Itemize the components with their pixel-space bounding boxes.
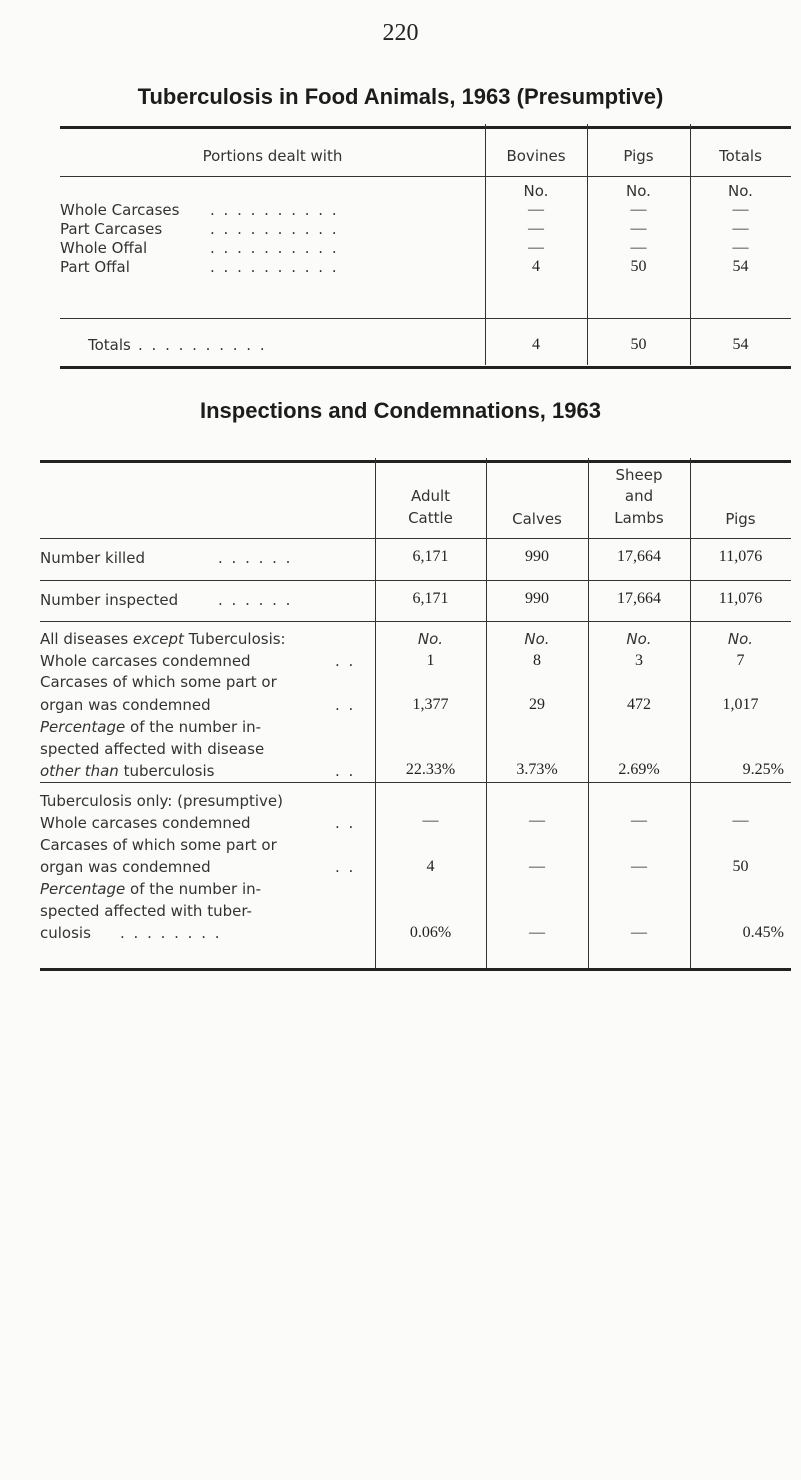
table2-bottom-rule bbox=[40, 968, 791, 971]
heading-emphasis: except bbox=[132, 630, 184, 648]
header-adult-cattle-line1: Adult bbox=[410, 487, 451, 505]
leader-dots: . . . . . . . . . . bbox=[210, 239, 339, 257]
table2-cell: 3.73% bbox=[516, 761, 558, 778]
table1-totals-rule bbox=[60, 318, 791, 319]
table2-unit: No. bbox=[417, 630, 444, 648]
table2-cell: 990 bbox=[525, 590, 549, 607]
table2-row-rule bbox=[40, 782, 791, 783]
table1-cell: — bbox=[732, 201, 749, 218]
table-row bbox=[40, 591, 293, 609]
header-calves: Calves bbox=[512, 510, 562, 528]
leader-dots: . . bbox=[335, 762, 356, 780]
row-label: Whole carcases condemned bbox=[40, 814, 251, 832]
table1-header-pigs: Pigs bbox=[623, 147, 654, 165]
table1-cell: — bbox=[528, 220, 544, 237]
table1-title: Tuberculosis in Food Animals, 1963 (Presumptive) bbox=[137, 84, 664, 109]
heading-part: All diseases bbox=[40, 630, 133, 648]
table2-cell: 29 bbox=[529, 696, 545, 713]
page-number: 220 bbox=[382, 20, 419, 46]
table1-cell: 4 bbox=[532, 258, 540, 275]
table2-title: Inspections and Condemnations, 1963 bbox=[200, 398, 601, 423]
table1-cell: 54 bbox=[732, 258, 749, 275]
table1-totals-row bbox=[88, 336, 267, 354]
table1-header-portions: Portions dealt with bbox=[202, 147, 343, 165]
table1-cell: — bbox=[528, 201, 544, 218]
table2-cell: 990 bbox=[525, 548, 549, 565]
label-emphasis: Percentage bbox=[40, 880, 126, 898]
table2-cell: 9.25% bbox=[742, 761, 784, 778]
table2-cell: — bbox=[732, 812, 749, 829]
table1-unit: No. bbox=[728, 182, 753, 200]
table2-cell: 0.06% bbox=[409, 924, 452, 941]
table1-cell: — bbox=[732, 239, 749, 256]
leader-dots: . . bbox=[335, 858, 356, 876]
leader-dots: . . . . . . . . bbox=[120, 924, 222, 942]
row-label: Number inspected bbox=[40, 591, 179, 609]
row-label: organ was condemned bbox=[40, 858, 211, 876]
table2-unit: No. bbox=[626, 630, 652, 648]
table2-cell: 0.45% bbox=[742, 924, 784, 941]
row-label: Part Carcases bbox=[60, 220, 163, 238]
table1-unit: No. bbox=[523, 182, 549, 200]
row-label: Whole Offal bbox=[60, 239, 148, 257]
table1-cell: 50 bbox=[630, 258, 647, 275]
row-label: Part Offal bbox=[60, 258, 130, 276]
leader-dots: . . bbox=[335, 814, 356, 832]
table2-cell: — bbox=[631, 858, 647, 875]
label-emphasis: Percentage bbox=[40, 718, 126, 736]
table2-row-rule bbox=[40, 621, 791, 622]
section-heading-all-diseases bbox=[40, 630, 286, 648]
table-row bbox=[40, 696, 356, 714]
table-row bbox=[40, 814, 356, 832]
label-part: of the number in- bbox=[125, 718, 262, 736]
table2-cell: 1 bbox=[426, 652, 435, 669]
table2-cell: 6,171 bbox=[412, 548, 449, 565]
table2-cell: 3 bbox=[635, 652, 643, 669]
leader-dots: . . bbox=[335, 696, 356, 714]
table2-cell: 50 bbox=[732, 858, 749, 875]
table1-bottom-rule bbox=[60, 366, 791, 369]
table2-cell: 7 bbox=[736, 652, 745, 669]
table2-unit: No. bbox=[727, 630, 754, 648]
table2-cell: 1,377 bbox=[412, 696, 449, 713]
row-label: spected affected with tuber- bbox=[40, 902, 252, 920]
table-row bbox=[60, 220, 339, 238]
table-row bbox=[40, 652, 356, 670]
table2-cell: — bbox=[529, 812, 545, 829]
table1-unit: No. bbox=[626, 182, 651, 200]
leader-dots: . . bbox=[335, 652, 356, 670]
header-sheep-line2: and bbox=[624, 487, 654, 505]
table1-cell: — bbox=[630, 220, 647, 237]
row-label: organ was condemned bbox=[40, 696, 211, 714]
table2-cell: — bbox=[631, 924, 647, 941]
table1-cell: — bbox=[630, 239, 647, 256]
header-sheep-line1: Sheep bbox=[615, 466, 663, 484]
header-adult-cattle-line2: Cattle bbox=[408, 509, 453, 527]
table-row bbox=[60, 201, 339, 219]
label-emphasis: other than bbox=[40, 762, 119, 780]
table-row bbox=[40, 924, 222, 942]
table2-cell: 11,076 bbox=[718, 590, 763, 607]
table2-cell: 8 bbox=[533, 652, 541, 669]
table2-cell: 17,664 bbox=[617, 590, 661, 607]
table1-total-cell: 4 bbox=[532, 336, 540, 353]
table1-header-totals: Totals bbox=[719, 147, 762, 165]
header-pigs: Pigs bbox=[725, 510, 756, 528]
table2-cell: — bbox=[631, 812, 647, 829]
table2-cell: 22.33% bbox=[405, 761, 456, 778]
table1-header-rule bbox=[60, 176, 791, 177]
table2-cell: — bbox=[422, 812, 439, 829]
table1-cell: — bbox=[630, 201, 647, 218]
table1-total-cell: 54 bbox=[732, 336, 749, 353]
leader-dots: . . . . . . . . . . bbox=[210, 201, 339, 219]
table-row bbox=[40, 858, 356, 876]
table2-cell: 4 bbox=[426, 858, 435, 875]
table2-cell: 2.69% bbox=[618, 761, 660, 778]
table2-cell: 6,171 bbox=[412, 590, 449, 607]
table2-row-rule bbox=[40, 580, 791, 581]
leader-dots: . . . . . . . . . . bbox=[210, 258, 339, 276]
header-sheep-line3: Lambs bbox=[614, 509, 664, 527]
table2-cell: — bbox=[529, 924, 545, 941]
table1-total-cell: 50 bbox=[630, 336, 647, 353]
section-heading-tb-only: Tuberculosis only: (presumptive) bbox=[40, 792, 284, 810]
row-label bbox=[40, 880, 261, 898]
table2-cell: 11,076 bbox=[718, 548, 763, 565]
table2-cell: 472 bbox=[627, 696, 651, 713]
table1-cell: — bbox=[528, 239, 544, 256]
table-row bbox=[60, 258, 339, 276]
table2-cell: 1,017 bbox=[722, 696, 759, 713]
table2-top-rule bbox=[40, 460, 791, 463]
row-label: Number killed bbox=[40, 549, 145, 567]
table2-unit: No. bbox=[524, 630, 550, 648]
leader-dots: . . . . . . . . . . bbox=[138, 336, 267, 354]
row-label: Whole carcases condemned bbox=[40, 652, 251, 670]
table1-top-rule bbox=[60, 126, 791, 129]
heading-part: Tuberculosis: bbox=[183, 630, 286, 648]
row-label: Whole Carcases bbox=[60, 201, 180, 219]
table1-cell: — bbox=[732, 220, 749, 237]
table-row bbox=[60, 239, 339, 257]
table-row bbox=[40, 549, 293, 567]
label-part: of the number in- bbox=[125, 880, 262, 898]
row-label: spected affected with disease bbox=[40, 740, 265, 758]
row-label bbox=[40, 718, 261, 736]
table-row bbox=[40, 762, 356, 780]
table2-cell: 17,664 bbox=[617, 548, 661, 565]
row-label: culosis bbox=[40, 924, 91, 942]
leader-dots: . . . . . . bbox=[218, 591, 293, 609]
table2-header-rule bbox=[40, 538, 791, 539]
totals-label: Totals bbox=[88, 336, 131, 354]
leader-dots: . . . . . . bbox=[218, 549, 293, 567]
label-part: tuberculosis bbox=[118, 762, 215, 780]
row-label: Carcases of which some part or bbox=[40, 836, 277, 854]
row-label: Carcases of which some part or bbox=[40, 673, 277, 691]
leader-dots: . . . . . . . . . . bbox=[210, 220, 339, 238]
table1-header-bovines: Bovines bbox=[506, 147, 566, 165]
table2-cell: — bbox=[529, 858, 545, 875]
